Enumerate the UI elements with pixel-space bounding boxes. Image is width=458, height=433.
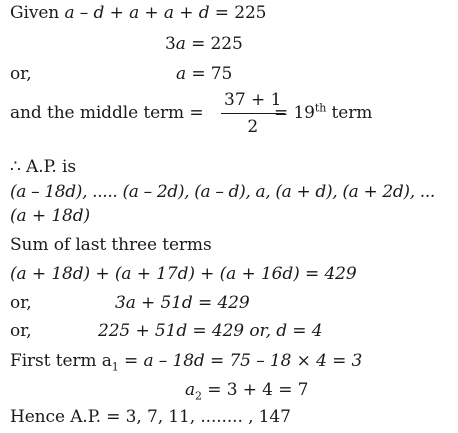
coefficient: 3: [165, 34, 176, 54]
second-term-line: [185, 379, 308, 401]
second-term-calc: = 3 + 4 = 7: [201, 380, 309, 400]
var-d: d: [198, 3, 210, 23]
subscript-2: 2: [195, 389, 202, 403]
hence-ap-line: Hence A.P. = 3, 7, 11, ........ , 147: [10, 407, 291, 427]
sum-last-three-equation: (a + 18d) + (a + 17d) + (a + 16d) = 429: [10, 264, 357, 284]
var-a: a: [129, 3, 140, 23]
or-label: or,: [10, 321, 32, 341]
ap-last-term-line: (a + 18d): [10, 206, 91, 226]
equals-19: = 19: [274, 103, 315, 123]
var-d: d: [93, 3, 105, 23]
subscript-1: 1: [111, 360, 119, 374]
term-word: term: [326, 103, 373, 123]
therefore-symbol: ∴: [10, 157, 21, 177]
first-term-line: [10, 350, 362, 372]
first-term-calc: = a – 18d = 75 – 18 × 4 = 3: [118, 351, 363, 371]
middle-term-label: and the middle term =: [10, 103, 204, 123]
given-label: Given: [10, 3, 65, 23]
plus-sign: +: [173, 3, 199, 23]
var-a: a: [175, 34, 186, 54]
or-label: or,: [10, 64, 32, 84]
plus-sign: +: [139, 3, 164, 23]
equation-solve-d: 225 + 51d = 429 or, d = 4: [98, 321, 323, 341]
middle-term-result: [274, 102, 372, 124]
or-label: or,: [10, 293, 32, 313]
ap-is-line: [10, 156, 76, 178]
minus-sign: –: [74, 3, 94, 23]
equals-225: = 225: [209, 3, 267, 23]
ap-is-text: A.P. is: [20, 157, 76, 177]
fraction-numerator: 37 + 1: [221, 89, 285, 114]
plus-sign: +: [104, 3, 130, 23]
var-a: a: [176, 64, 187, 84]
sum-last-three-label: Sum of last three terms: [10, 235, 212, 255]
fraction-denominator: 2: [247, 117, 259, 137]
var-a: a: [64, 3, 75, 23]
equation-line-sum-of-middle-terms: [10, 2, 266, 24]
equation-3a-plus-51d: 3a + 51d = 429: [115, 293, 250, 313]
var-a: a: [163, 3, 174, 23]
equals-225: = 225: [185, 34, 243, 54]
equals-75: = 75: [186, 64, 233, 84]
equation-line-3a: [165, 33, 243, 55]
var-a: a: [185, 380, 196, 400]
equation-line-a-equals-75: [176, 63, 232, 85]
ap-terms-line: (a – 18d), ..... (a – 2d), (a – d), a, (a + d), (a + 2d), ...: [10, 182, 435, 202]
first-term-label: First term a: [10, 351, 112, 371]
ordinal-suffix: th: [314, 101, 327, 115]
